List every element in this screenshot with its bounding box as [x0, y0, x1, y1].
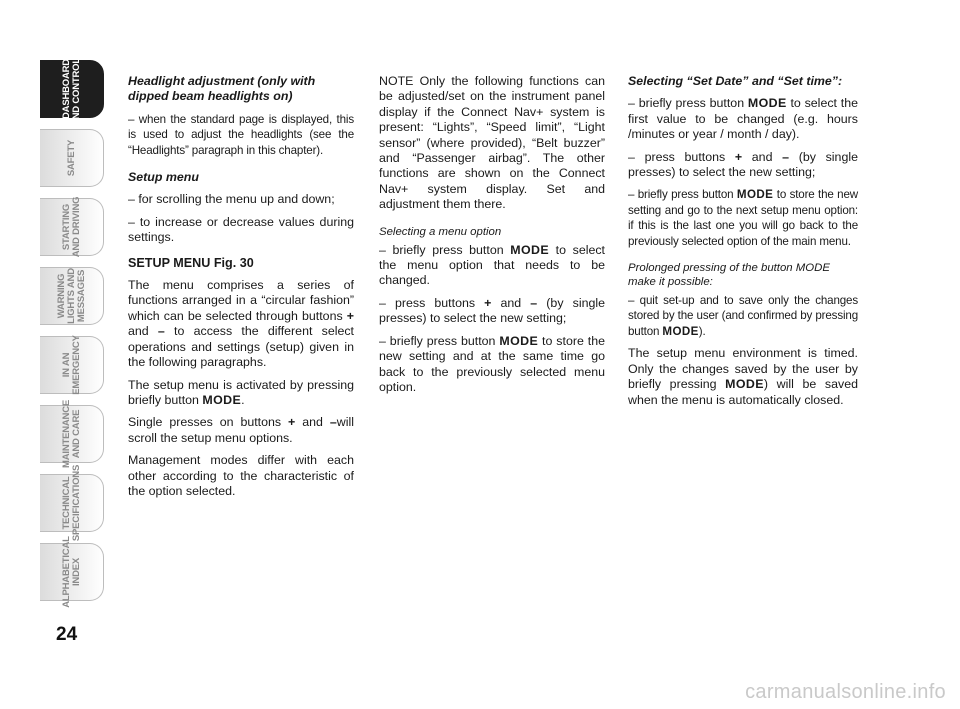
- text-column-3: [628, 74, 858, 415]
- paragraph: – when the standard page is displayed, this is used to adjust the headlights (see the “Headlights” paragraph in this chapter).: [128, 112, 354, 157]
- tab-warning-lights-and-messages[interactable]: [40, 267, 104, 325]
- chapter-tabs: [40, 51, 104, 612]
- tab-technical-specifications[interactable]: [40, 464, 104, 542]
- paragraph: – briefly press button MODE to select the menu option that needs to be changed.: [379, 242, 605, 288]
- tab-dashboard-and-controls[interactable]: [40, 51, 104, 127]
- tab-label: TECHNICAL SPECIFICATIONS: [60, 464, 82, 542]
- note-paragraph: NOTE Only the following functions can be adjusted/set on the instrument panel display if the Connect Nav+ system is present: “Lights”, “Speed limit”, “Light sensor” (where provided), “Belt buzzer” and “Passenger airbag”. The other functions are shown on the Connect Nav+ system display. Set and adjustment them there.: [379, 74, 605, 212]
- paragraph: – for scrolling the menu up and down;: [128, 192, 335, 207]
- paragraph: – briefly press button MODE to store the new setting and at the same time go back to the previously selected menu option.: [379, 333, 605, 394]
- paragraph: The menu comprises a series of functions arranged in a “circular fashion” which can be selected through buttons + and – to access the different select operations and settings (setup) given in the following paragraphs.: [128, 278, 354, 370]
- section-heading: SETUP MENU Fig. 30: [128, 255, 254, 270]
- tab-in-an-emergency[interactable]: [40, 336, 104, 394]
- tab-label: STARTING AND DRIVING: [60, 196, 82, 258]
- tab-label: IN AN EMERGENCY: [60, 335, 82, 395]
- text-column-2: [379, 74, 605, 402]
- paragraph: – press buttons + and – (by single presses) to select the new setting;: [379, 295, 605, 326]
- paragraph: – briefly press button MODE to store the new setting and go to the next setup menu option: if this is the last one you will go back to the previously selected option of the main menu.: [628, 188, 858, 248]
- section-heading: Setup menu: [128, 170, 199, 185]
- paragraph: – briefly press button MODE to select the first value to be changed (e.g. hours /minutes or year / month / day).: [628, 96, 858, 142]
- page-number: 24: [56, 624, 78, 645]
- tab-safety[interactable]: [40, 129, 104, 187]
- tab-label: SAFETY: [65, 139, 77, 177]
- sub-heading: Selecting a menu option: [379, 225, 502, 238]
- sub-heading: Prolonged pressing of the button MODE make it possible:: [628, 262, 830, 289]
- tab-label: MAINTENANCE AND CARE: [60, 400, 82, 468]
- tab-label: WARNING LIGHTS AND MESSAGES: [55, 268, 87, 324]
- paragraph: The setup menu is activated by pressing briefly button MODE.: [128, 377, 354, 407]
- section-heading: Headlight adjustment (only with dipped beam headlights on): [128, 74, 316, 104]
- paragraph: Management modes differ with each other according to the characteristic of the option selected.: [128, 453, 354, 498]
- watermark: carmanualsonline.info: [745, 681, 946, 703]
- paragraph: Single presses on buttons + and –will scroll the setup menu options.: [128, 415, 354, 445]
- tab-maintenance-and-care[interactable]: [40, 400, 104, 468]
- tab-alphabetical-index[interactable]: [40, 536, 104, 608]
- paragraph: The setup menu environment is timed. Only the changes saved by the user by briefly pressing MODE) will be saved when the menu is automatically closed.: [628, 346, 858, 407]
- tab-label: ALPHABETICAL INDEX: [60, 536, 82, 608]
- paragraph: – quit set-up and to save only the changes stored by the user (and confirmed by pressing button MODE).: [628, 294, 858, 338]
- text-column-1: [128, 74, 354, 506]
- tab-label: DASHBOARD AND CONTROLS: [61, 51, 82, 127]
- section-heading: Selecting “Set Date” and “Set time”:: [628, 74, 843, 88]
- paragraph: – press buttons + and – (by single presses) to select the new setting;: [628, 149, 858, 180]
- tab-starting-and-driving[interactable]: [40, 198, 104, 256]
- paragraph: – to increase or decrease values during settings.: [128, 214, 354, 245]
